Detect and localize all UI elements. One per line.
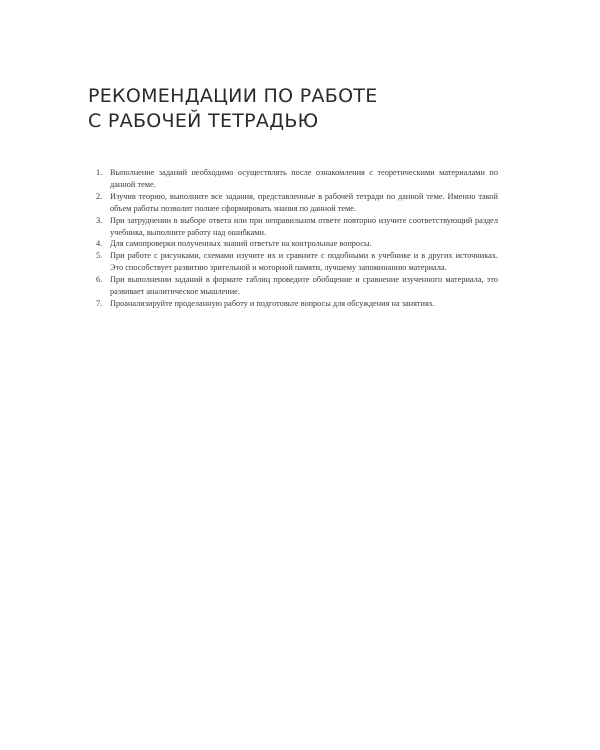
list-item: [96, 274, 498, 298]
list-item: [96, 191, 498, 215]
list-item-text: Изучив теорию, выполните все задания, представленные в рабочей тетради по данной теме. Именно такой объем работы позволит полнее сформировать знания по данной теме.: [110, 191, 498, 213]
page-title-line-2: С РАБОЧЕЙ ТЕТРАДЬЮ: [88, 110, 319, 132]
list-item: [96, 215, 498, 239]
list-item-text: При работе с рисунками, схемами изучите их и сравните с подобными в учебнике и в других источниках. Это способствует развитию зрительной и моторной памяти, лучшему запоминанию материала.: [110, 251, 498, 273]
list-item-number: 6.: [96, 275, 103, 285]
list-item: [96, 238, 498, 250]
list-item-number: 3.: [96, 215, 103, 225]
list-item: [96, 167, 498, 191]
page-title: [88, 84, 528, 134]
page-title-line-1: РЕКОМЕНДАЦИИ ПО РАБОТЕ: [88, 85, 378, 107]
list-item-number: 2.: [96, 191, 103, 201]
list-item-text: Выполнение заданий необходимо осуществлять после ознакомления с теоретическими материалами по данной теме.: [110, 168, 498, 189]
list-item-number: 1.: [96, 168, 103, 177]
list-item: [96, 298, 498, 310]
list-item-text: Для самопроверки полученных знаний ответьте на контрольные вопросы.: [110, 239, 372, 249]
list-item-number: 5.: [96, 251, 103, 261]
list-item-number: 7.: [96, 298, 103, 308]
list-item-text: При затруднении в выборе ответа или при неправильном ответе повторно изучите соответствующий раздел учебника, выполните работу над ошибками.: [110, 215, 498, 237]
list-item-number: 4.: [96, 239, 103, 249]
list-item: [96, 250, 498, 274]
list-item-text: При выполнении заданий в формате таблиц проведите обобщение и сравнение изученного материала, это развивает аналитическое мышление.: [110, 275, 498, 297]
recommendations-list: [96, 167, 498, 310]
list-item-text: Проанализируйте проделанную работу и подготовьте вопросы для обсуждения на занятиях.: [110, 298, 436, 308]
